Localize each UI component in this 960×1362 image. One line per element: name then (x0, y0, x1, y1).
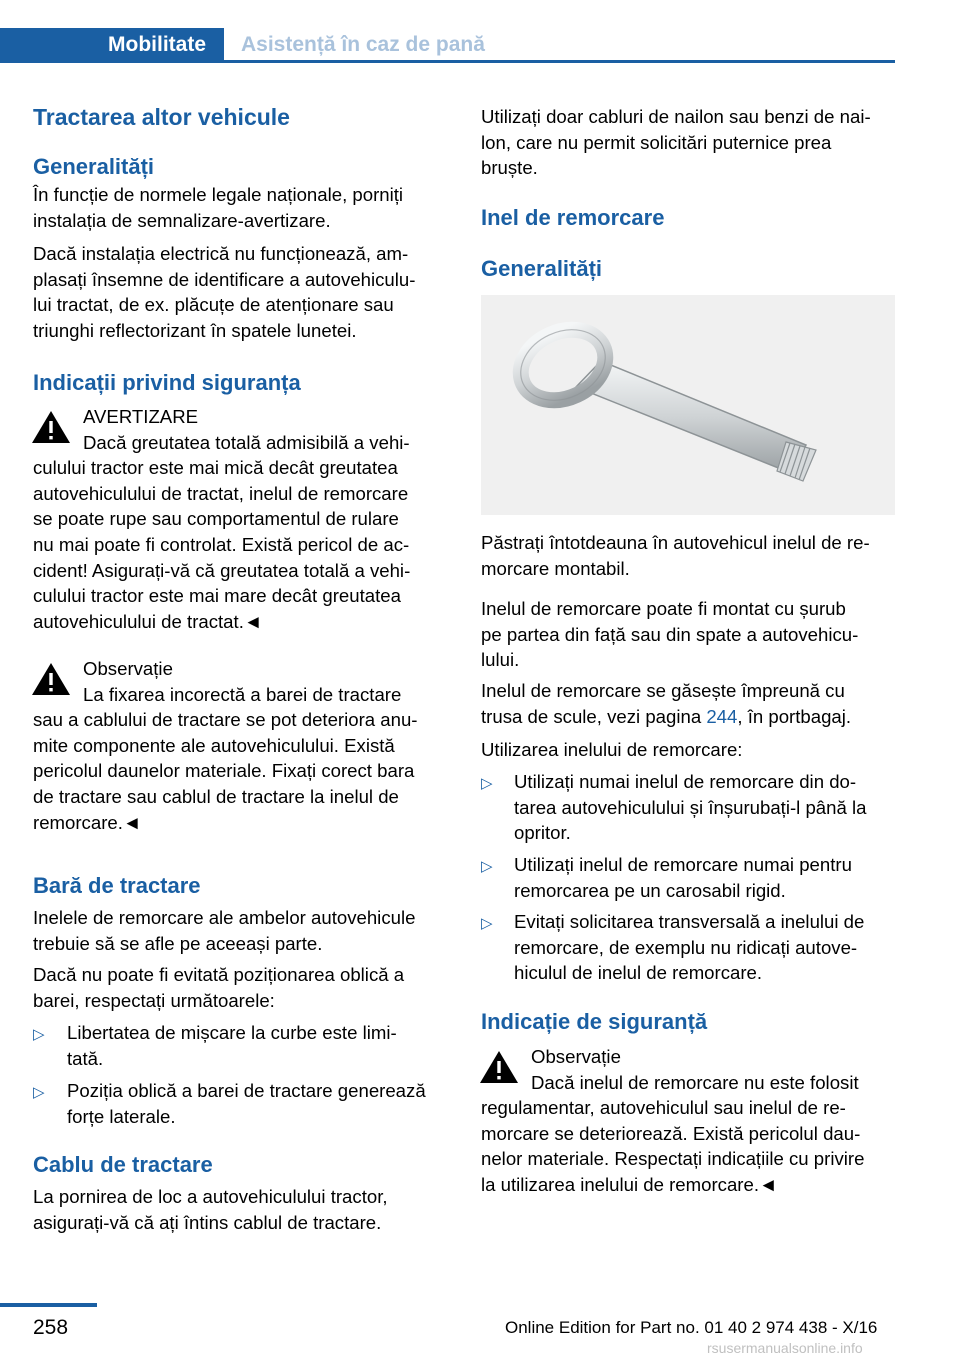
footer-rule (0, 1303, 97, 1307)
paragraph-bar-1: Inelele de remorcare ale ambelor autovehicule trebuie să se afle pe aceeași parte. (33, 907, 416, 954)
list-item: Libertatea de mișcare la curbe este limi- tată. (67, 1022, 397, 1069)
paragraph-cable-1: La pornirea de loc a autovehiculului tractor, asigurați-vă că ați întins cablul de tractare. (33, 1186, 388, 1233)
paragraph-ring-2: Inelul de remorcare poate fi montat cu șurub pe partea din față sau din spate a autovehicu- lului. (481, 598, 859, 671)
paragraph-ring-4: Utilizarea inelului de remorcare: (481, 739, 743, 760)
heading-generalitati-left: Generalități (33, 154, 155, 179)
heading-indicatii-siguranta: Indicații privind siguranța (33, 370, 301, 395)
page-link-244[interactable]: 244 (706, 705, 738, 727)
section-title-tractarea: Tractarea altor vehicule (33, 104, 290, 130)
note-label: Observație (531, 1046, 621, 1067)
note-block-right: Observație Dacă inelul de remorcare nu este folosit regulamentar, autovehiculul sau inelul de re- morcare se deteriorează. Există pericolul dau- nelor materiale. Respectați indicațiile cu privire la utilizarea inelului de remorcare.◄ (481, 1044, 895, 1198)
triangle-bullet-icon: ▷ (33, 1084, 45, 1101)
triangle-bullet-icon: ▷ (481, 775, 493, 792)
warning-block: AVERTIZARE Dacă greutatea totală admisibilă a vehi- culului tractor este mai mică decât greutatea autovehiculului de tractat, inelul de remorcare se poate rupe sau comportamentul de rulare nu mai poate fi controlat. Există pericol de ac- cident! Asigurați-vă că greutatea totală a vehi- culului tractor este mai mare decât greutatea autovehiculului de tractat.◄ (33, 404, 445, 634)
heading-indicatie-siguranta: Indicație de siguranță (481, 1009, 708, 1034)
watermark: rsusermanualsonline.info (707, 1340, 863, 1356)
list-item: Utilizați inelul de remorcare numai pentru remorcarea pe un carosabil rigid. (514, 854, 852, 901)
triangle-bullet-icon: ▷ (33, 1026, 45, 1043)
warning-label: AVERTIZARE (83, 406, 199, 427)
list-item: Utilizați numai inelul de remorcare din do- tarea autovehiculului și înșurubați-l până la opritor. (514, 771, 867, 844)
paragraph-bar-2: Dacă nu poate fi evitată poziționarea oblică a barei, respectați următoarele: (33, 964, 405, 1011)
list-item: Poziția oblică a barei de tractare generează forțe laterale. (67, 1080, 426, 1127)
edition-text: Online Edition for Part no. 01 40 2 974 438 - X/16 (505, 1318, 878, 1337)
paragraph-cable-2: Utilizați doar cabluri de nailon sau benzi de nai- lon, care nu permit solicitări puternice prea bruște. (481, 106, 871, 179)
towing-eye-image (481, 295, 895, 515)
header-rule (0, 60, 895, 63)
list-item: Evitați solicitarea transversală a inelului de remorcare, de exemplu nu ridicați autove- hiculul de inelul de remorcare. (514, 911, 865, 984)
paragraph-general-2: Dacă instalația electrică nu funcționează, am- plasați însemne de identificare a autovehiculu- lui tractat, de ex. plăcuțe de atenționare sau triunghi reflectorizant în spatele lunetei. (33, 243, 416, 341)
header-tab-mobilitate[interactable]: Mobilitate (0, 28, 224, 62)
towing-eye-illustration (481, 295, 895, 515)
heading-cablu-tractare: Cablu de tractare (33, 1152, 213, 1177)
page-number: 258 (33, 1316, 69, 1339)
paragraph-general-1: În funcție de normele legale naționale, porniți instalația de semnalizare-avertizare. (33, 184, 404, 231)
triangle-bullet-icon: ▷ (481, 915, 493, 932)
note-block-left: Observație La fixarea incorectă a barei de tractare sau a cablului de tractare se pot deteriora anu- mite componente ale autovehiculului. Există pericolul daunelor materiale. Fixați corect bara de tractare sau cablul de tractare la inelul de remorcare.◄ (33, 656, 445, 835)
paragraph-ring-3: Inelul de remorcare se găsește împreună cu trusa de scule, vezi pagina 244, în portbagaj. (481, 680, 852, 727)
note-label: Observație (83, 658, 173, 679)
triangle-bullet-icon: ▷ (481, 858, 493, 875)
heading-inel-remorcare: Inel de remorcare (481, 205, 665, 230)
header-tab-asistenta[interactable]: Asistență în caz de pană (241, 33, 485, 56)
heading-bara-tractare: Bară de tractare (33, 873, 201, 898)
paragraph-ring-1: Păstrați întotdeauna în autovehicul inelul de re- morcare montabil. (481, 532, 870, 579)
heading-generalitati-right: Generalități (481, 256, 603, 281)
